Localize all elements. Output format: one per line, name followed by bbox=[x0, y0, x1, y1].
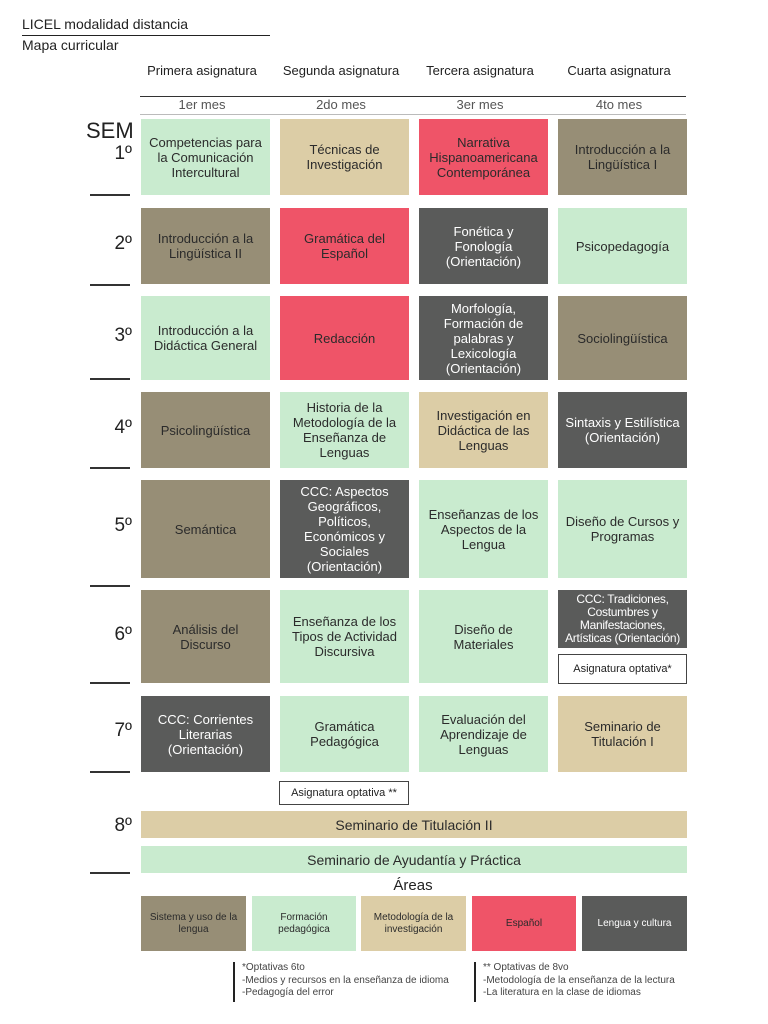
semester-3-label: 3º bbox=[114, 325, 132, 346]
course-cell: Sociolingüística bbox=[558, 296, 687, 380]
course-cell: Evaluación del Aprendizaje de Lenguas bbox=[419, 696, 548, 772]
column-period-2: 2do mes bbox=[316, 97, 366, 112]
semester-7-label: 7º bbox=[114, 720, 132, 741]
course-cell: Investigación en Didáctica de las Lenguas bbox=[419, 392, 548, 468]
notes-optativas-6 bbox=[234, 962, 474, 1000]
area-legend-item: Sistema y uso de la lengua bbox=[141, 896, 246, 951]
course-cell: Gramática del Español bbox=[280, 208, 409, 284]
course-cell: CCC: Corrientes Literarias (Orientación) bbox=[141, 696, 270, 772]
course-cell: Historia de la Metodología de la Enseñanza de Lenguas bbox=[280, 392, 409, 468]
semester-heading: SEM bbox=[86, 118, 134, 143]
column-header-4: Cuarta asignatura bbox=[567, 63, 671, 78]
area-legend-item: Formación pedagógica bbox=[252, 896, 356, 951]
document-subtitle: Mapa curricular bbox=[22, 37, 119, 53]
note-line: -Pedagogía del error bbox=[242, 987, 334, 998]
semester-divider bbox=[90, 378, 130, 380]
semester-5-label: 5º bbox=[114, 515, 132, 536]
column-period-4: 4to mes bbox=[595, 97, 643, 112]
column-period-1: 1er mes bbox=[178, 97, 226, 112]
note-line: *Optativas 6to bbox=[242, 962, 305, 973]
course-cell: CCC: Aspectos Geográficos, Políticos, Económicos y Sociales (Orientación) bbox=[280, 480, 409, 578]
document-title: LICEL modalidad distancia bbox=[22, 16, 189, 32]
title-rule bbox=[22, 35, 270, 36]
optional-course-box: Asignatura optativa* bbox=[558, 654, 687, 684]
area-legend-item: Español bbox=[472, 896, 576, 951]
semester-divider bbox=[90, 872, 130, 874]
semester-divider bbox=[90, 467, 130, 469]
area-legend-item: Metodología de la investigación bbox=[361, 896, 466, 951]
course-cell: Sintaxis y Estilística (Orientación) bbox=[558, 392, 687, 468]
column-period-rule bbox=[140, 114, 686, 115]
semester-divider bbox=[90, 585, 130, 587]
course-cell: Introducción a la Didáctica General bbox=[141, 296, 270, 380]
course-cell: Diseño de Cursos y Programas bbox=[558, 480, 687, 578]
column-period-3: 3er mes bbox=[456, 97, 504, 112]
semester-4-label: 4º bbox=[114, 417, 132, 438]
semester-divider bbox=[90, 194, 130, 196]
course-cell: Gramática Pedagógica bbox=[280, 696, 409, 772]
area-legend-item: Lengua y cultura bbox=[582, 896, 687, 951]
column-header-2: Segunda asignatura bbox=[282, 63, 400, 78]
note-line: -Metodología de la enseñanza de la lectura bbox=[483, 974, 675, 986]
course-cell: Enseñanzas de los Aspectos de la Lengua bbox=[419, 480, 548, 578]
semester-divider bbox=[90, 284, 130, 286]
semester-divider bbox=[90, 771, 130, 773]
course-cell: Análisis del Discurso bbox=[141, 590, 270, 683]
semester-8-label: 8º bbox=[114, 815, 132, 836]
semester-1-label: 1º bbox=[114, 143, 132, 164]
course-cell: Enseñanza de los Tipos de Actividad Discursiva bbox=[280, 590, 409, 683]
course-cell: Morfología, Formación de palabras y Lexicología (Orientación) bbox=[419, 296, 548, 380]
course-cell: Técnicas de Investigación bbox=[280, 119, 409, 195]
semester-2-label: 2º bbox=[114, 233, 132, 254]
areas-title: Áreas bbox=[393, 877, 433, 894]
semester-6-label: 6º bbox=[114, 624, 132, 645]
note-line: ** Optativas de 8vo bbox=[483, 962, 569, 973]
course-cell: CCC: Tradiciones, Costumbres y Manifestaciones, Artísticas (Orientación) bbox=[558, 590, 687, 648]
course-cell: Fonética y Fonología (Orientación) bbox=[419, 208, 548, 284]
course-cell: Introducción a la Lingüística II bbox=[141, 208, 270, 284]
course-cell: Redacción bbox=[280, 296, 409, 380]
note-line: -Medios y recursos en la enseñanza de idioma bbox=[242, 974, 449, 986]
semester-divider bbox=[90, 682, 130, 684]
course-cell: Diseño de Materiales bbox=[419, 590, 548, 683]
course-cell: Psicopedagogía bbox=[558, 208, 687, 284]
course-cell: Narrativa Hispanoamericana Contemporánea bbox=[419, 119, 548, 195]
column-header-3: Tercera asignatura bbox=[426, 63, 534, 78]
note-line: -La literatura en la clase de idiomas bbox=[483, 987, 641, 998]
course-cell: Semántica bbox=[141, 480, 270, 578]
course-cell: Competencias para la Comunicación Intercultural bbox=[141, 119, 270, 195]
course-cell: Psicolingüística bbox=[141, 392, 270, 468]
notes-optativas-8 bbox=[475, 962, 705, 1000]
seminar-ayudantia: Seminario de Ayudantía y Práctica bbox=[141, 846, 687, 873]
course-cell: Introducción a la Lingüística I bbox=[558, 119, 687, 195]
column-header-1: Primera asignatura bbox=[147, 63, 257, 78]
optional-course-box: Asignatura optativa ** bbox=[279, 781, 409, 805]
seminar-titulacion-ii: Seminario de Titulación II bbox=[141, 811, 687, 838]
course-cell: Seminario de Titulación I bbox=[558, 696, 687, 772]
